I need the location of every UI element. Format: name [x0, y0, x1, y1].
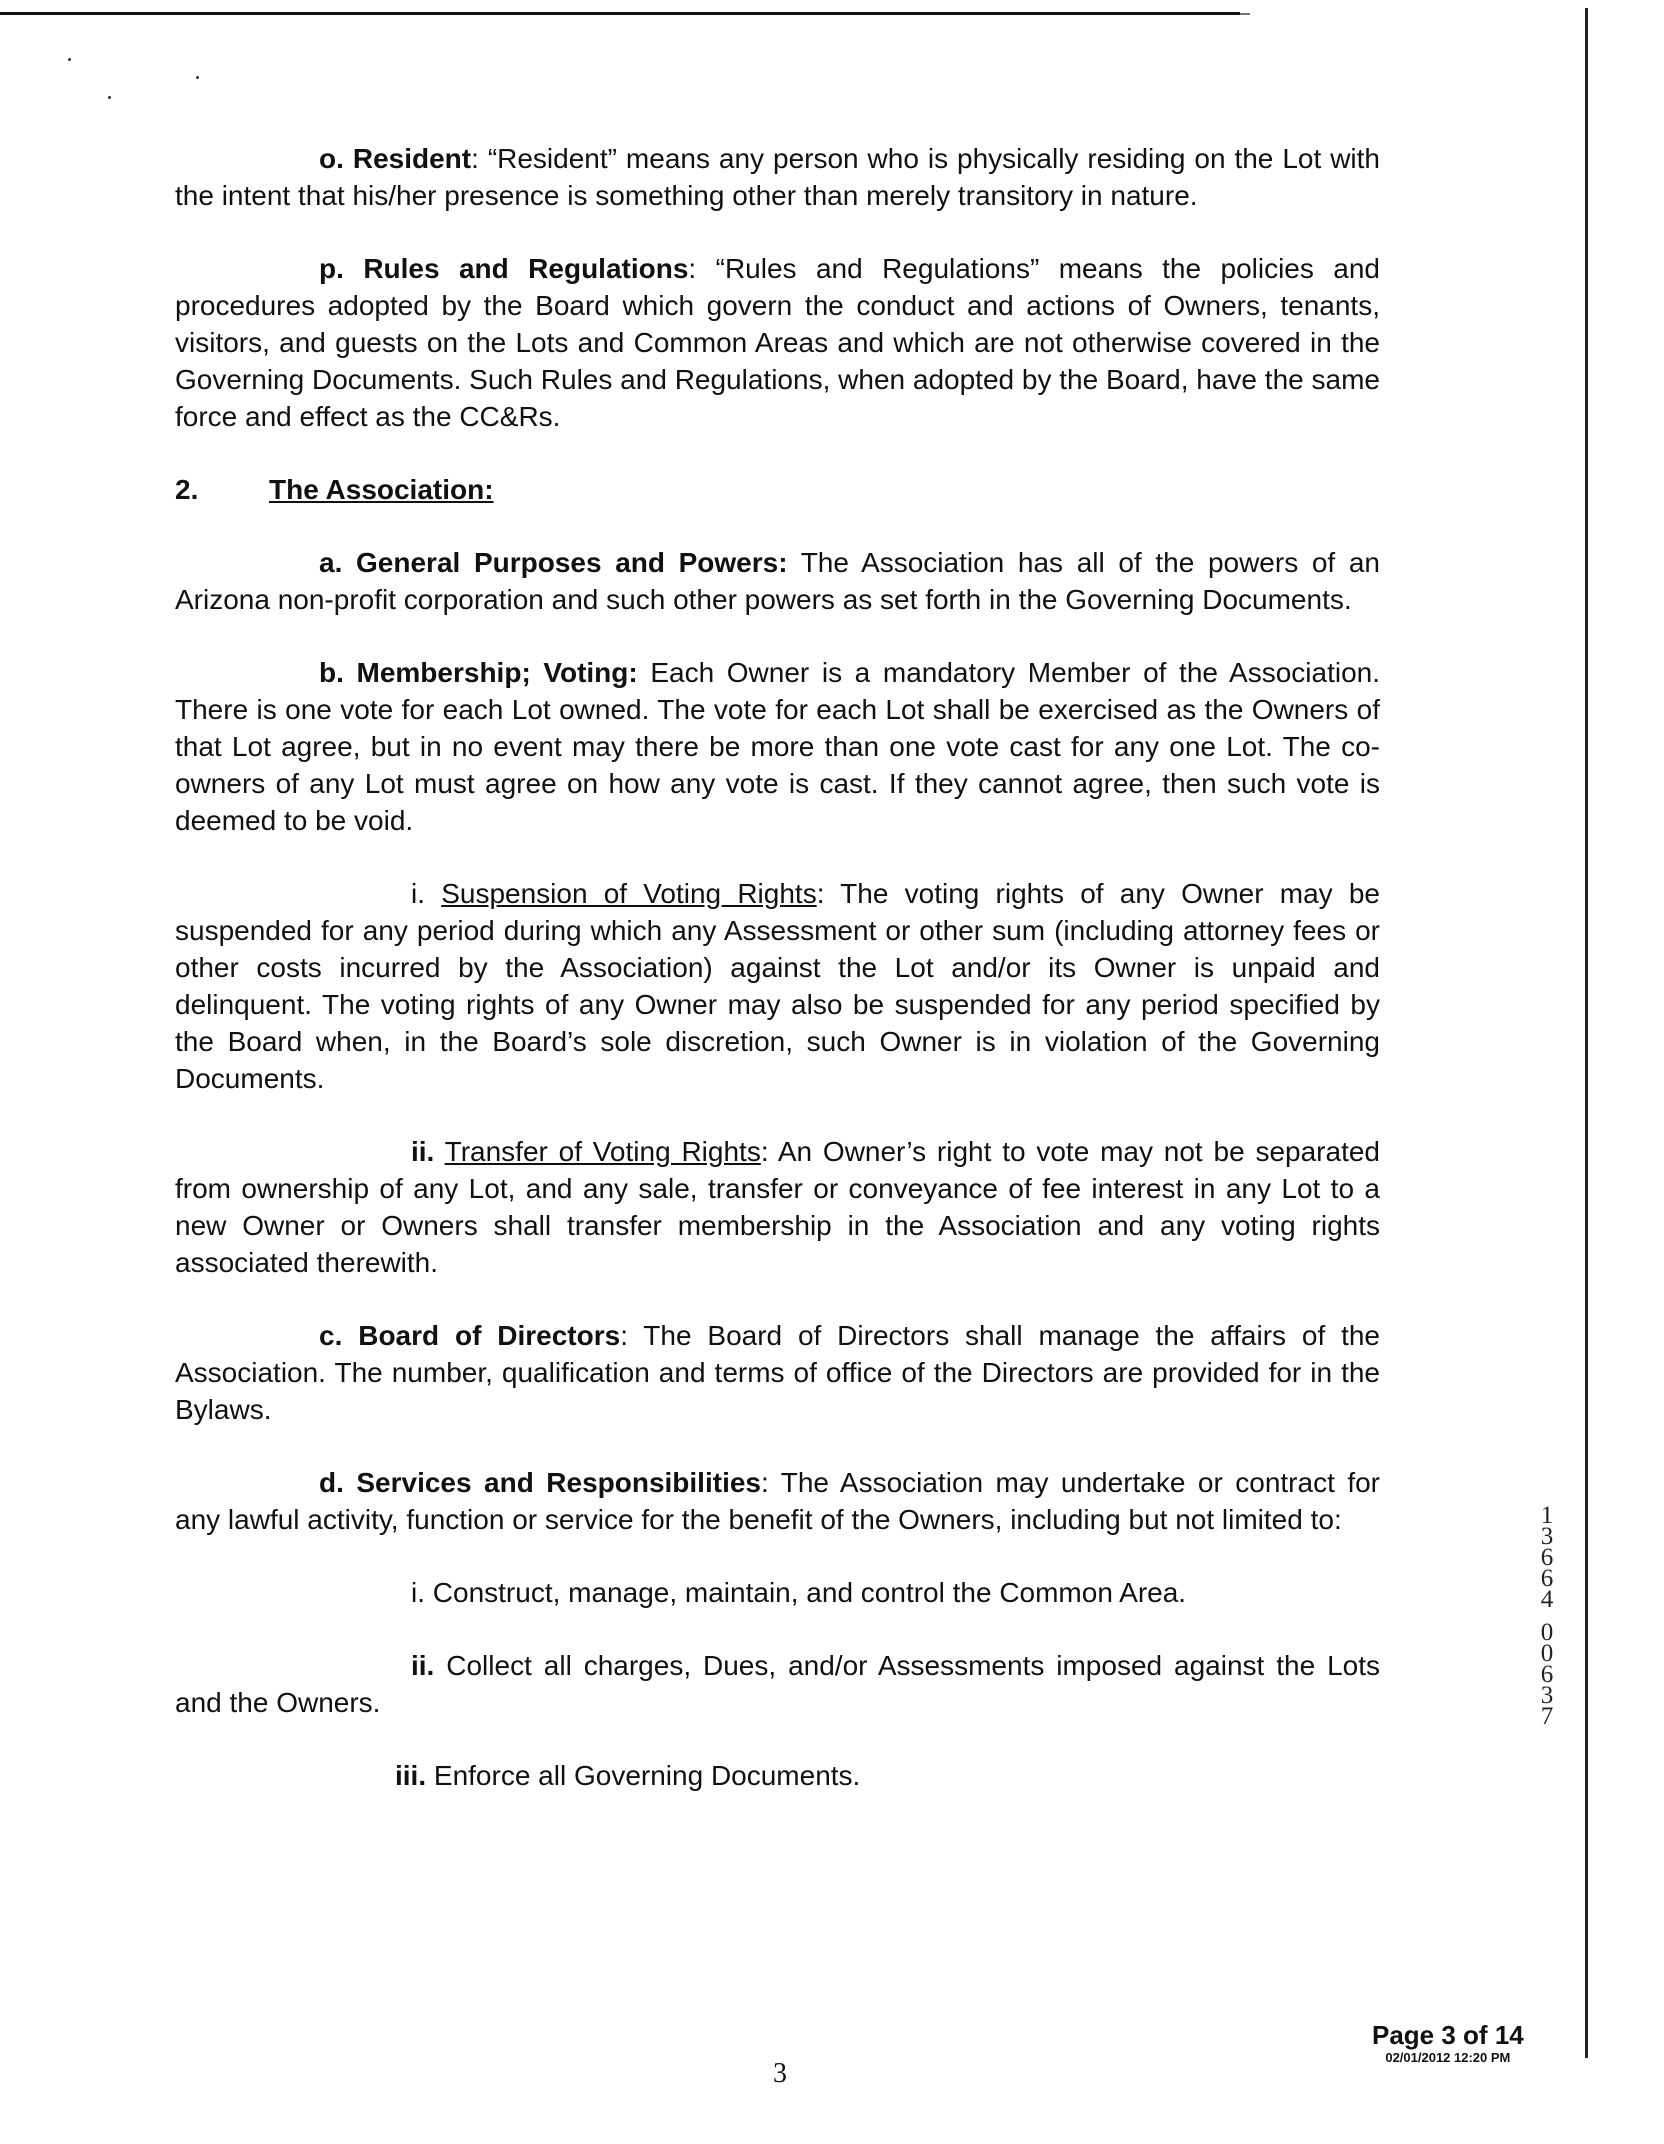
section-a-term: General Purposes and Powers:: [356, 547, 788, 578]
section-d: [175, 1464, 1380, 1538]
section-d-ii-label: ii.: [411, 1650, 435, 1681]
section-p: [175, 250, 1380, 435]
section-o-term: Resident: [352, 143, 472, 174]
section-b-ii-term: Transfer of Voting Rights: [444, 1136, 761, 1167]
stamp-digit: 1: [1540, 1502, 1554, 1529]
section-c-text: : The Board of Directors shall manage the affairs of the Association. The number, qualification and terms of office of the Directors are provided for in the Bylaws.: [175, 1320, 1381, 1425]
stamp-digit: 3: [1540, 1682, 1554, 1709]
section-d-i-text: Construct, manage, maintain, and control the Common Area.: [432, 1577, 1187, 1608]
section-d-ii-text: Collect all charges, Dues, and/or Assessments imposed against the Lots and the Owners.: [175, 1650, 1380, 1718]
section-d-label: d.: [319, 1467, 344, 1498]
section-b-i-text: : The voting rights of any Owner may be suspended for any period during which any Assessment or other sum (including attorney fees or other costs incurred by the Association) against the Lot and/or its Owner is unpaid and delinquent. The voting rights of any Owner may also be suspended for any period specified by the Board when, in the Board’s sole discretion, such Owner is in violation of the Governing Documents.: [175, 878, 1381, 1094]
section-b-i: [175, 875, 1380, 1097]
page-stamp: [1372, 2020, 1524, 2066]
section-2-heading: [175, 471, 1380, 508]
section-a: [175, 544, 1380, 618]
page-number: 3: [773, 2058, 787, 2089]
stamp-digit: 0: [1540, 1640, 1554, 1667]
page-timestamp: 02/01/2012 12:20 PM: [1385, 2050, 1511, 2065]
section-b-text: Each Owner is a mandatory Member of the Association. There is one vote for each Lot owned. The vote for each Lot shall be exercised as the Owners of that Lot agree, but in no event may there be more than one vote cast for any one Lot. The co-owners of any Lot must agree on how any vote is cast. If they cannot agree, then such vote is deemed to be void.: [175, 657, 1380, 836]
section-p-label: p.: [319, 253, 344, 284]
document-body: [175, 140, 1380, 1830]
stamp-digit: 6: [1540, 1565, 1554, 1592]
section-a-label: a.: [319, 547, 343, 578]
stamp-digit: 0: [1540, 1619, 1554, 1646]
right-margin-rule: [1585, 8, 1588, 2058]
section-d-iii-label: iii.: [395, 1760, 427, 1791]
scan-speck: [68, 58, 71, 61]
section-o-label: o.: [319, 143, 344, 174]
section-b-i-term: Suspension of Voting Rights: [441, 878, 817, 909]
section-c-label: c.: [319, 1320, 343, 1351]
section-b-ii-label: ii.: [411, 1136, 435, 1167]
section-d-iii-text: Enforce all Governing Documents.: [433, 1760, 861, 1791]
section-2-title: The Association:: [269, 474, 494, 505]
section-p-term: Rules and Regulations: [363, 253, 689, 284]
section-d-text: : The Association may undertake or contract for any lawful activity, function or service for the benefit of the Owners, including but not limited to:: [175, 1467, 1380, 1535]
stamp-digit: 6: [1540, 1544, 1554, 1571]
top-rule: [0, 12, 1240, 15]
stamp-digit: 4: [1540, 1586, 1554, 1613]
section-b: [175, 654, 1380, 839]
section-o-text: : “Resident” means any person who is physically residing on the Lot with the intent that his/her presence is something other than merely transitory in nature.: [175, 143, 1380, 211]
stamp-digit: 6: [1540, 1661, 1554, 1688]
top-rule-tail: [1240, 13, 1250, 15]
section-p-text: : “Rules and Regulations” means the policies and procedures adopted by the Board which govern the conduct and actions of Owners, tenants, visitors, and guests on the Lots and Common Areas and which are not otherwise covered in the Governing Documents. Such Rules and Regulations, when adopted by the Board, have the same force and effect as the CC&Rs.: [175, 253, 1381, 432]
section-d-term: Services and Responsibilities: [356, 1467, 761, 1498]
section-d-ii: [175, 1647, 1380, 1721]
section-o: [175, 140, 1380, 214]
stamp-digit: 7: [1540, 1703, 1554, 1730]
section-d-iii: [175, 1757, 1380, 1794]
section-2-number: 2.: [175, 474, 199, 505]
section-c-term: Board of Directors: [358, 1320, 621, 1351]
section-d-i-label: i.: [411, 1577, 425, 1608]
section-b-i-label: i.: [411, 878, 425, 909]
section-b-label: b.: [319, 657, 344, 688]
stamp-digit: 3: [1540, 1523, 1554, 1550]
scan-speck: [196, 76, 199, 79]
section-b-term: Membership; Voting:: [356, 657, 638, 688]
section-d-i: [175, 1574, 1380, 1611]
section-b-ii-text: : An Owner’s right to vote may not be separated from ownership of any Lot, and any sale, transfer or conveyance of fee interest in any Lot to a new Owner or Owners shall transfer membership in the Association and any voting rights associated therewith.: [175, 1136, 1380, 1278]
recording-number-stamp: [1535, 1502, 1559, 1730]
page-of-label: Page 3 of 14: [1372, 2020, 1524, 2050]
section-c: [175, 1317, 1380, 1428]
scan-speck: [108, 96, 111, 99]
section-a-text: The Association has all of the powers of an Arizona non-profit corporation and such other powers as set forth in the Governing Documents.: [175, 547, 1381, 615]
section-b-ii: [175, 1133, 1380, 1281]
